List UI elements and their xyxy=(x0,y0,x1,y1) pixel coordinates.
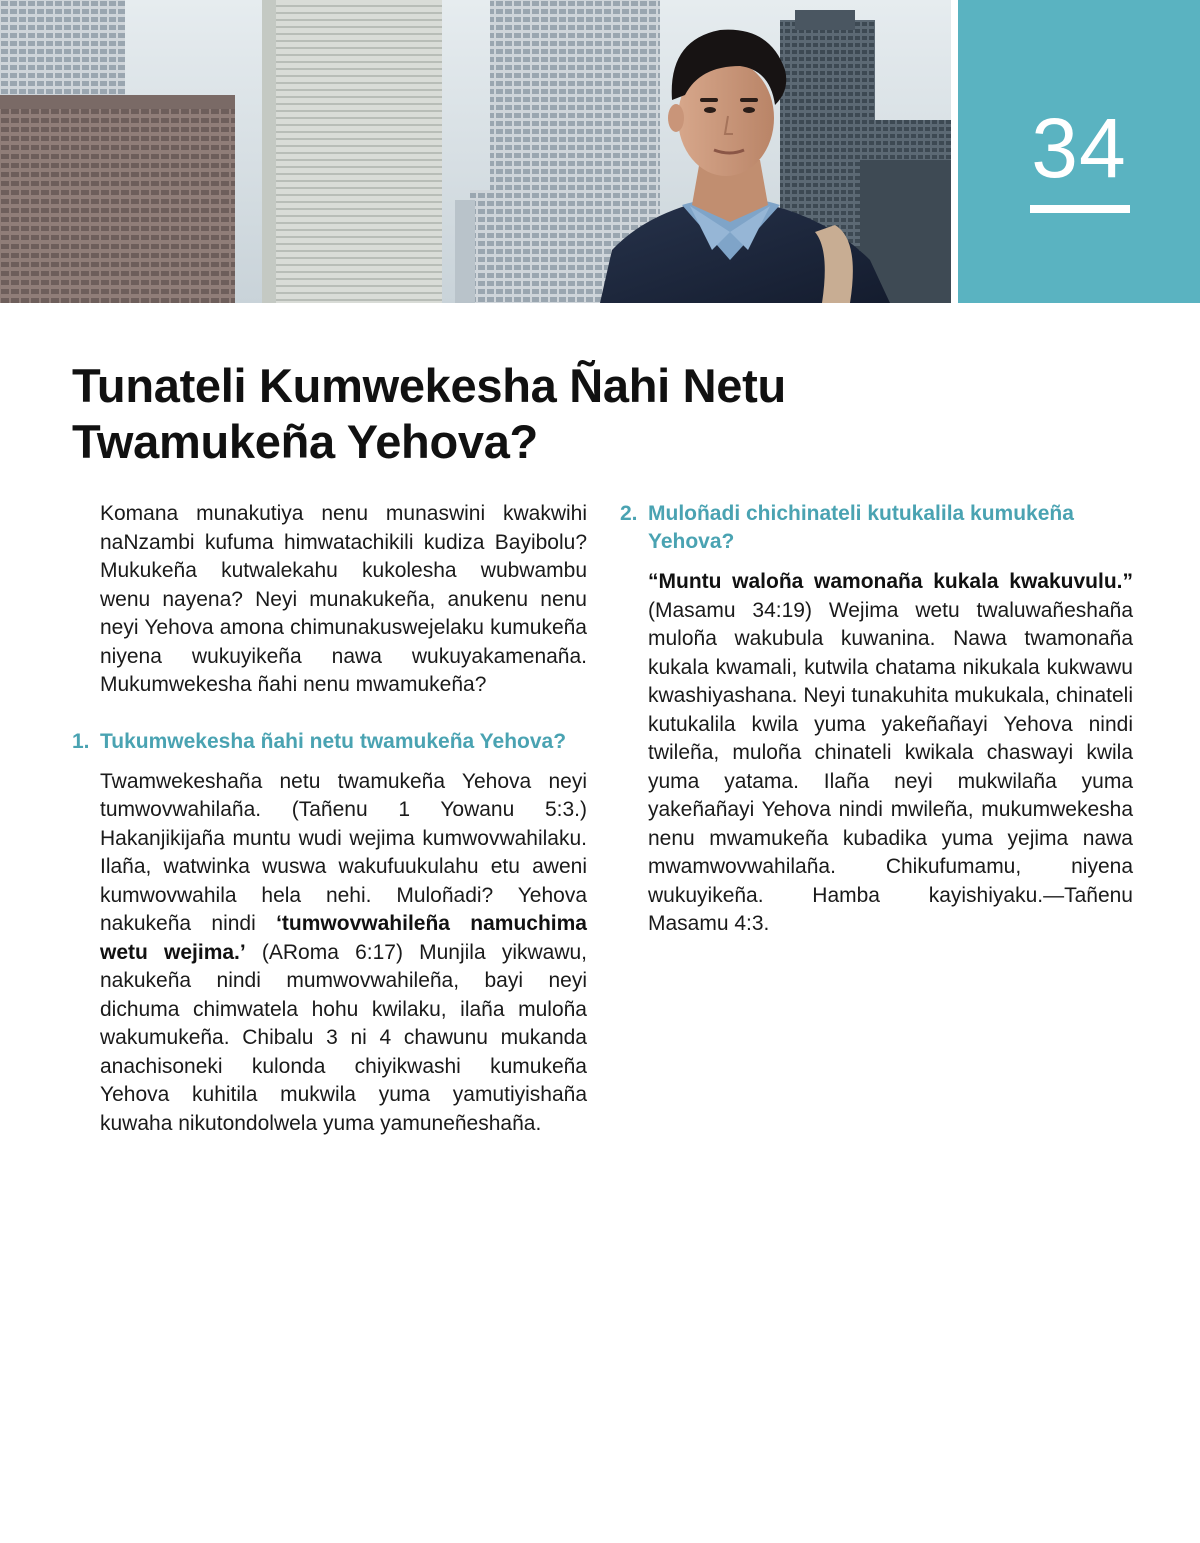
chapter-underline xyxy=(1030,205,1130,213)
question-text: Tukumwekesha ñahi netu twamukeña Yehova? xyxy=(100,729,567,753)
question-number: 2. xyxy=(620,502,638,525)
scripture-quote: “Muntu waloña wamonaña kukala kwakuvulu.” xyxy=(648,570,1133,593)
young-man-in-city-photo xyxy=(0,0,951,303)
page-title-line2: Twamukeña Yehova? xyxy=(72,415,538,468)
question-number: 1. xyxy=(72,729,90,753)
section-2-text-a: (Masamu 34:19) Wejima wetu twaluwañeshaña muloña wakubula kuwanina. Nawa twamonaña kukala kwamali, kutwila chatama nikukala kukwawu kwashiyashana. Neyi tunakuhita mukukala, chinateli kutukalila kwila yuma yakeñañayi Yehova nindi twileña, muloña chinateli kwikala chaswayi kwila yuma yatama. Ilaña neyi mukwilaña yuma yakeñañayi Yehova nindi mwileña, mukumwekesha nenu mwamukeña kubadika yuma yejima nawa mwamwovwahilaña. Chikufumamu, niyena wukuyikeña. Hamba kayishiyaku.—Tañenu Masamu 4:3. xyxy=(648,598,1133,935)
right-column xyxy=(620,500,1133,939)
question-text: Muloñadi chichinateli kutukalila kumukeña Yehova? xyxy=(648,502,1074,553)
intro-paragraph: Komana munakutiya nenu munaswini kwakwihi naNzambi kufuma himwatachikili kudiza Bayibolu? Mukukeña kutwalekahu kukolesha wubwambu wenu nayena? Neyi munakukeña, anukenu nenu neyi Yehova amona chimunakuswejelaku kumukeña niyena wukuyikeña nawa wukuyakamenaña. Mukumwekesha ñahi nenu mwamukeña? xyxy=(100,502,587,696)
question-heading-1 xyxy=(72,728,587,756)
section-1-paragraph xyxy=(72,768,587,1139)
section-1-text-a: Twamwekeshaña netu twamukeña Yehova neyi tumwovwahilaña. (Tañenu 1 Yowanu 5:3.) Hakanjikijaña muntu wudi wejima kumwovwahilaku. Ilaña, watwinka wuswa wakufuukulahu etu aweni kumwovwahila hela nehi. Muloñadi? Yehova nakukeña nindi xyxy=(100,769,587,935)
section-1-text-b: (ARoma 6:17) Munjila yikwawu, nakukeña nindi mumwovwahileña, bayi neyi dichuma chimwatela hohu kwilaku, ilaña muloña wakumukeña. Chibalu 3 ni 4 chawunu mukanda anachisoneki kulonda chiyikwashi kumukeña Yehova kuhitila mukwila yuma yamutiyishaña kuwaha nikutondolwela yuma yamuneñeshaña. xyxy=(100,940,588,1135)
hero-photo xyxy=(0,0,951,303)
scripture-quote: ‘tumwovwahileña namuchima wetu wejima.’ xyxy=(100,912,587,964)
chapter-number: 34 xyxy=(1031,101,1127,195)
question-heading-2 xyxy=(620,500,1133,556)
page-title-line1: Tunateli Kumwekesha Ñahi Netu xyxy=(72,359,786,412)
chapter-badge xyxy=(958,0,1200,303)
left-column xyxy=(72,500,587,1138)
page-title xyxy=(72,358,932,470)
section-2-paragraph xyxy=(620,568,1133,939)
